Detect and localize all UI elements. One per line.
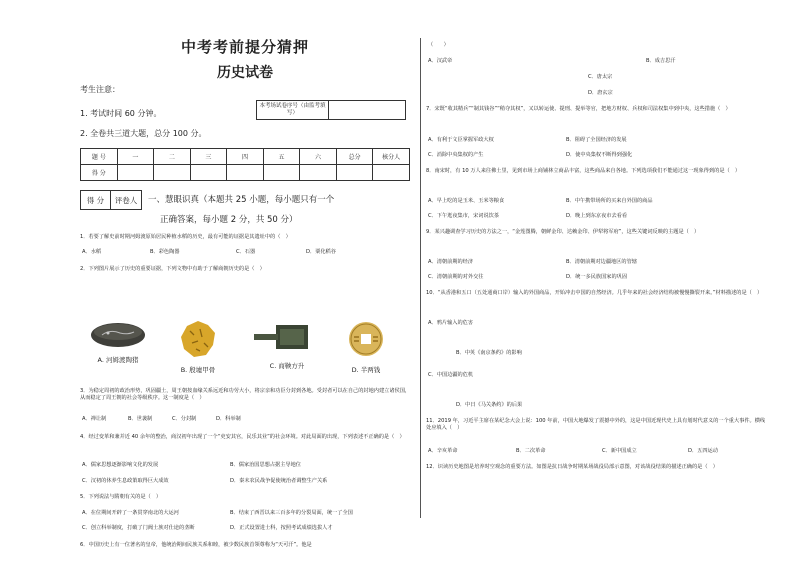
notes-heading: 考生注意：	[80, 85, 120, 94]
question-5-stem: 5．下列说法与隋朝有关的是（ ）	[80, 494, 162, 500]
question-1-stem: 1．若要了解史前时期河姆渡原始居民种植水稻的历史，最有可能的证据是其遗址中的（ ）	[80, 234, 291, 240]
question-8-option[interactable]: B．中午携带场所的买来自外国的商品	[566, 198, 653, 204]
score-cell[interactable]	[117, 165, 154, 181]
artifact-c-label: C. 商鞅方升	[269, 362, 305, 370]
section-heading-wrap	[142, 190, 412, 230]
question-5-option[interactable]: A．在位期间开辟了一条贯穿南北的大运河	[82, 510, 179, 516]
artifact-b-label: B. 殷墟甲骨	[180, 366, 216, 374]
question-10-option[interactable]: B．中英《南京条约》的影响	[456, 350, 522, 356]
notes-item-2: 2. 全卷共三道大题，总分 100 分。	[80, 129, 207, 138]
question-1-option[interactable]: A．水稻	[82, 249, 102, 255]
section-score-box	[80, 190, 142, 210]
artifact-b[interactable]	[178, 319, 218, 374]
artifact-d-label: D. 半两钱	[351, 366, 381, 374]
question-7-option[interactable]: D．使中央集权不断得到强化	[566, 152, 633, 158]
question-11-stem: 11．2019 年，习近平主席在某纪念大会上说：100 年前，中国大地爆发了震撼中外的，这是中国近现代史上具有划时代意义的一个重大事件。横线处应填入（ ）	[426, 418, 766, 431]
exam-id-field[interactable]	[329, 101, 405, 119]
question-4-option[interactable]: D．秦末农民战争促使统治者调整生产关系	[230, 478, 328, 484]
question-3-option[interactable]: B．世袭制	[128, 416, 153, 422]
question-1-option[interactable]: C．石器	[236, 249, 256, 255]
question-11-option[interactable]: B．二次革命	[516, 448, 546, 454]
question-7-stem: 7．宋既“收其精兵”“制其钱谷”“稍夺其权”，又以转运使、提刑、提举等官，把地方财权、兵权和司法权集中到中央，这些措施（ ）	[426, 106, 731, 112]
question-4-stem: 4．经过变革和兼并近 40 余年的整治，商汉初年出现了一个“吏安其官，民乐其业”的社会环境。对此局面的出现，下列表述不正确的是（ ）	[80, 434, 405, 440]
score-header-cell: 六	[300, 149, 337, 165]
question-10-option[interactable]: D．中日《马关条约》的后果	[456, 402, 523, 408]
artifact-d[interactable]	[346, 319, 386, 374]
exam-id-box	[256, 100, 406, 120]
question-9-option[interactable]: D．统一多民族国家的巩固	[566, 274, 628, 280]
question-11-option[interactable]: D．五四运动	[688, 448, 718, 454]
exam-id-label: 本考场试卷序号（由监考填写）	[257, 101, 329, 119]
question-6-option[interactable]: B．成吉思汗	[646, 58, 676, 64]
question-8-option[interactable]: A．早上吃的是玉米、玉米等粮食	[428, 198, 505, 204]
score-table	[80, 148, 410, 181]
score-cell[interactable]	[227, 165, 264, 181]
score-cell[interactable]	[373, 165, 410, 181]
score-table-value-row	[81, 165, 410, 181]
question-11-option[interactable]: C．新中国成立	[602, 448, 637, 454]
question-8-stem: 8．南宋时，有 10 万人来往佛土里，见到市场上商铺林立商品丰富，这些商品来自各地。下列选项我们不能通过这一现象得到的是（ ）	[426, 168, 741, 174]
question-6-option[interactable]: C．唐太宗	[588, 74, 613, 80]
question-5-option[interactable]: B．结束了西晋以来三百多年的分裂局面，统一了全国	[230, 510, 353, 516]
artifact-a[interactable]	[88, 319, 148, 364]
question-6-answer-blank: （ ）	[428, 42, 449, 48]
question-6-stem: 6．中国历史上有一位著名的皇帝，他统治期间民族关系和睦，被少数民族首领尊称为“天可汗”。他是	[80, 542, 312, 548]
question-7-option[interactable]: C．消除中央集权的产生	[428, 152, 484, 158]
question-6-option[interactable]: D．唐玄宗	[588, 90, 613, 96]
notes-item-1: 1. 考试时间 60 分钟。	[80, 109, 162, 118]
artifact-a-label: A. 河姆渡陶猪	[97, 356, 139, 364]
question-8-option[interactable]: C．下午逛夜集市，宋词说饮茶	[428, 213, 500, 219]
question-10-stem: 10．“从香港和五口（五处通商口岸）输入的外国商品，开始冲击中国的自然经济。几乎年来的社会经济结构被慢慢撕裂开来。”材料描述的是（ ）	[426, 290, 763, 296]
score-cell[interactable]	[300, 165, 337, 181]
question-3-option[interactable]: A．禅让制	[82, 416, 107, 422]
question-5-option[interactable]: C．创立科举制度，打破了门阀士族对仕途的垄断	[82, 525, 195, 531]
score-cell[interactable]	[263, 165, 300, 181]
ban-liang-coin-icon	[346, 319, 386, 359]
bronze-measure-icon	[252, 319, 322, 355]
question-4-option[interactable]: C．汉初的休养生息政策取得巨大成效	[82, 478, 169, 484]
question-9-stem: 9．某兴趣调查学习历史的方法之一，“金莲图腾，朝鲜金印、达赖金印、伊犁将军府”，这些关键词反映的主题是（ ）	[426, 229, 700, 235]
score-header-cell: 三	[190, 149, 227, 165]
question-2-stem: 2．下列图片展示了历史的重要证据，下列文物中有助于了解商朝历史的是（ ）	[80, 266, 265, 272]
score-header-cell: 二	[154, 149, 191, 165]
section-grader-label: 评卷人	[114, 196, 138, 205]
score-table-header-row	[81, 149, 410, 165]
question-3-stem: 3．为稳定周初的政治形势，巩固疆土，周王朝按血缘关系远近和功劳大小，将宗亲和功臣分封到各地。受封者可以在自己的封地内建立诸侯国，从而稳定了周王朝的社会等级秩序。这一制度是（ ）	[80, 388, 411, 401]
question-9-option[interactable]: C．清朝前期的对外交往	[428, 274, 484, 280]
question-10-option[interactable]: A．鸦片输入的危害	[428, 320, 474, 326]
score-header-cell: 总分	[336, 149, 373, 165]
question-5-option[interactable]: D．正式设置进士科，按照考试成绩选拔人才	[230, 525, 333, 531]
section-heading-cont: 正确答案，每小题 2 分，共 50 分）	[160, 215, 298, 225]
score-row-label: 得 分	[81, 165, 118, 181]
question-4-option[interactable]: B．儒家治国思想占据主导地位	[230, 462, 301, 468]
question-11-option[interactable]: A．辛亥革命	[428, 448, 458, 454]
score-cell[interactable]	[154, 165, 191, 181]
question-12-stem: 12．识读历史地图是培养时空观念的重要方法。如图是抗日战争时期某场战役局部示意图，对该战役结果的描述正确的是（ ）	[426, 464, 718, 470]
left-column	[80, 36, 411, 548]
pottery-pig-icon	[88, 319, 148, 349]
question-8-option[interactable]: D．晚上到东京夜市去看看	[566, 213, 628, 219]
score-header-cell: 五	[263, 149, 300, 165]
question-6-option[interactable]: A．汉武帝	[428, 58, 453, 64]
score-header-cell: 核分人	[373, 149, 410, 165]
exam-title: 中考考前提分猜押	[180, 38, 309, 56]
question-7-option[interactable]: B．阻碍了全国经济的发展	[566, 137, 627, 143]
score-header-cell: 题 号	[81, 149, 118, 165]
score-header-cell: 四	[227, 149, 264, 165]
question-1-option[interactable]: D．粟化稻谷	[306, 249, 336, 255]
question-3-option[interactable]: D．科举制	[216, 416, 241, 422]
score-cell[interactable]	[190, 165, 227, 181]
question-10-option[interactable]: C．中国边疆的危机	[428, 372, 474, 378]
question-7-option[interactable]: A．有利于文臣掌握军政大权	[428, 137, 494, 143]
question-9-option[interactable]: B．清朝前期对边疆地区的管辖	[566, 259, 637, 265]
artifact-c[interactable]	[252, 319, 322, 370]
score-header-cell: 一	[117, 149, 154, 165]
oracle-bone-icon	[178, 319, 218, 359]
column-divider	[420, 38, 421, 518]
section-heading: 一、慧眼识真（本题共 25 小题，每小题只有一个	[148, 195, 335, 205]
question-3-option[interactable]: C．分封制	[172, 416, 197, 422]
score-cell[interactable]	[336, 165, 373, 181]
question-4-option[interactable]: A．儒家思想逐渐影响文化的发展	[82, 462, 159, 468]
section-one-header	[80, 190, 412, 230]
question-1-option[interactable]: B．彩色陶器	[150, 249, 180, 255]
exam-subtitle: 历史试卷	[217, 65, 273, 81]
question-9-option[interactable]: A．清朝前期的经济	[428, 259, 474, 265]
section-score-label: 得 分	[81, 191, 111, 209]
